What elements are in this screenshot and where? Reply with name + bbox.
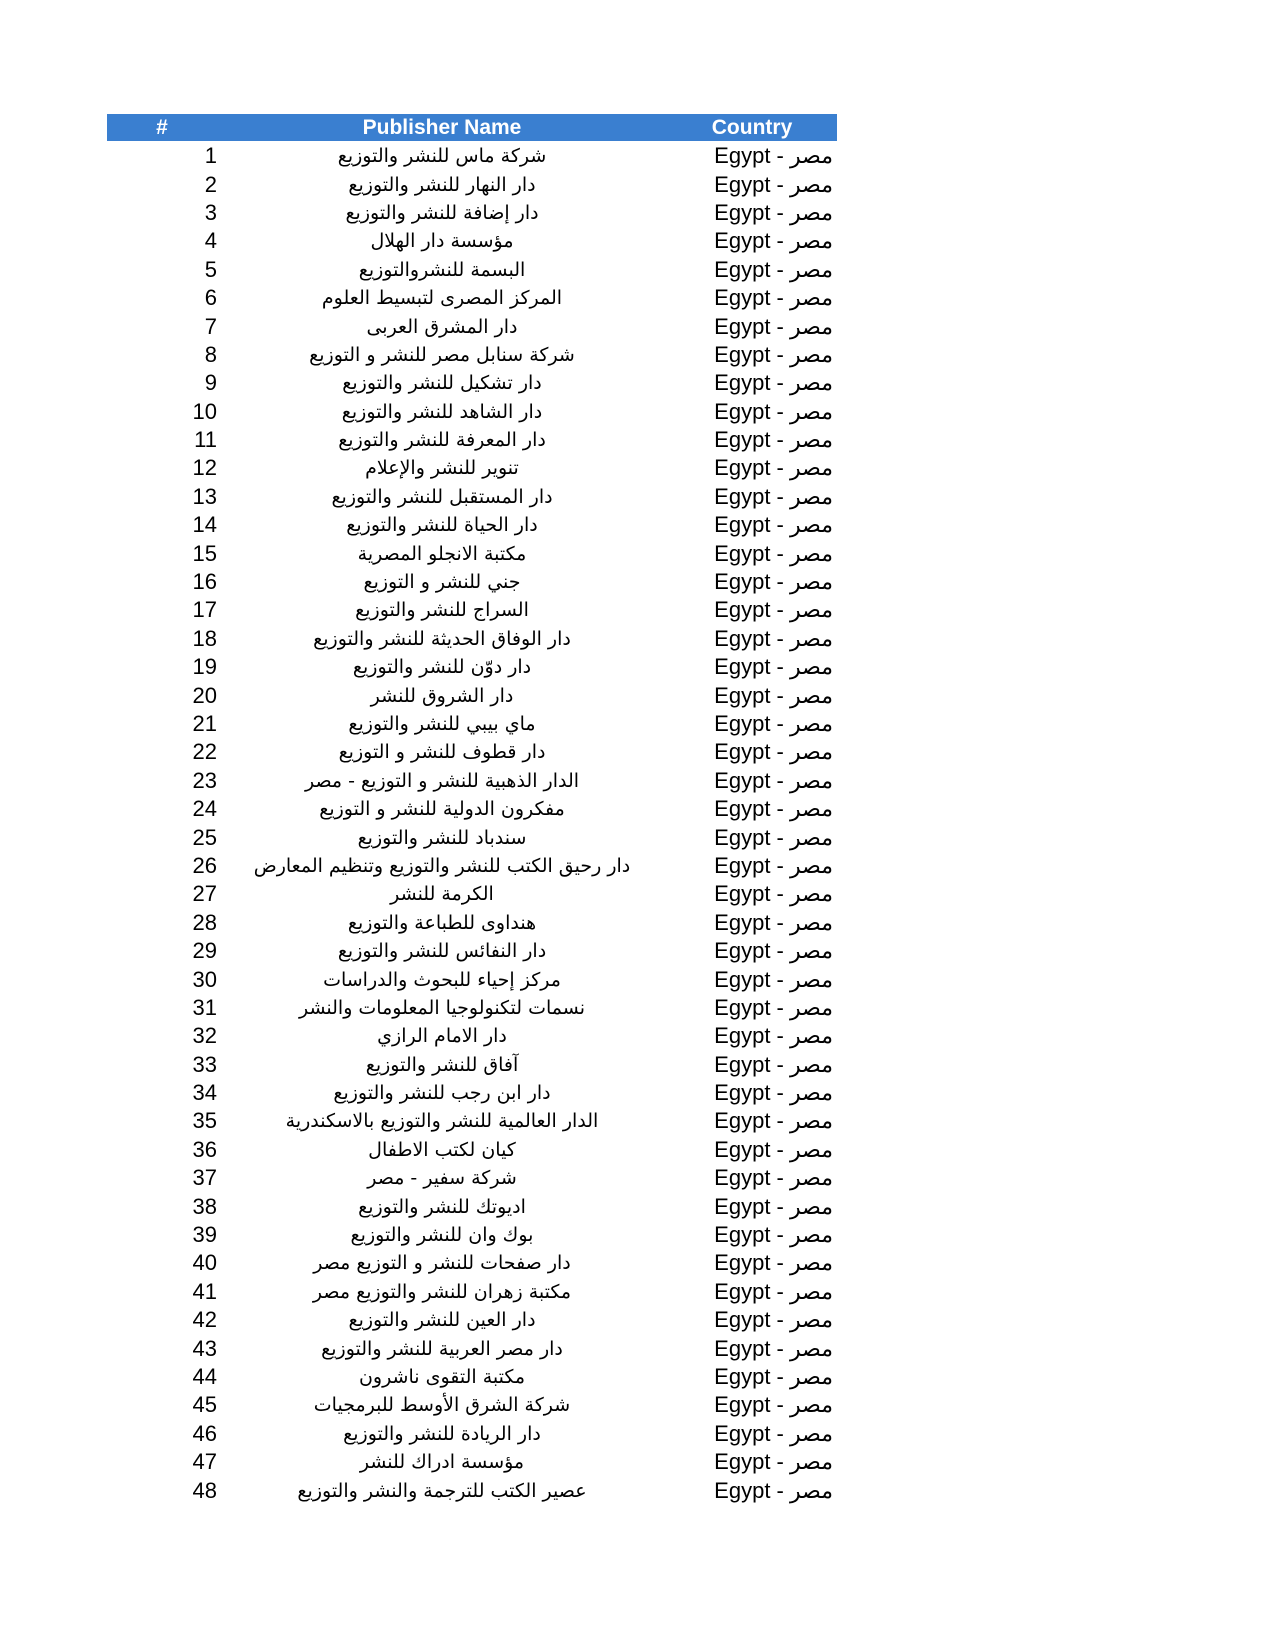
publisher-name: شركة الشرق الأوسط للبرمجيات [313,1394,571,1417]
country-cell: Egypt - مصر [714,654,833,680]
country-cell: Egypt - مصر [714,597,833,623]
row-number: 46 [192,1420,217,1446]
country-cell: Egypt - مصر [714,994,833,1020]
table-row [107,454,837,482]
country-cell: Egypt - مصر [714,1363,833,1389]
table-row [107,483,837,511]
publisher-name: مؤسسة ادراك للنشر [359,1451,525,1474]
row-number: 27 [192,881,217,907]
publisher-name: دار المستقبل للنشر والتوزيع [331,485,553,508]
row-number: 38 [192,1193,217,1219]
country-cell: Egypt - مصر [714,1023,833,1049]
table-row [107,1448,837,1476]
row-number: 31 [192,994,217,1020]
table-row [107,852,837,880]
country-cell: Egypt - مصر [714,228,833,254]
country-cell: Egypt - مصر [714,1250,833,1276]
publisher-name: دار الشروق للنشر [370,684,514,707]
row-number: 3 [204,199,217,225]
row-number: 34 [192,1080,217,1106]
row-number: 47 [192,1449,217,1475]
country-cell: Egypt - مصر [714,767,833,793]
country-cell: Egypt - مصر [714,1420,833,1446]
table-row [107,1249,837,1277]
table-row [107,227,837,255]
row-number: 48 [192,1477,217,1503]
row-number: 43 [192,1335,217,1361]
publisher-name: شركة سنابل مصر للنشر و التوزيع [309,343,575,366]
country-cell: Egypt - مصر [714,143,833,169]
table-row [107,1107,837,1135]
table-row [107,596,837,624]
row-number: 24 [192,796,217,822]
country-cell: Egypt - مصر [714,966,833,992]
table-row [107,1420,837,1448]
row-number: 20 [192,682,217,708]
country-cell: Egypt - مصر [714,852,833,878]
country-cell: Egypt - مصر [714,1392,833,1418]
table-row [107,1221,837,1249]
publisher-name: دار الحياة للنشر والتوزيع [346,514,538,537]
table-row [107,199,837,227]
row-number: 28 [192,909,217,935]
row-number: 10 [192,398,217,424]
table-row [107,653,837,681]
table-row [107,1164,837,1192]
publisher-name: الكرمة للنشر [390,883,494,906]
row-number: 32 [192,1023,217,1049]
publisher-name: مكتبة التقوى ناشرون [358,1365,526,1388]
country-cell: Egypt - مصر [714,455,833,481]
country-cell: Egypt - مصر [714,483,833,509]
publisher-name: دار تشكيل للنشر والتوزيع [342,372,542,395]
table-row [107,823,837,851]
row-number: 23 [192,767,217,793]
table-row [107,256,837,284]
publisher-name: دار الريادة للنشر والتوزيع [343,1422,541,1445]
country-cell: Egypt - مصر [714,1335,833,1361]
publisher-name: بوك وان للنشر والتوزيع [350,1224,534,1247]
country-cell: Egypt - مصر [714,341,833,367]
publisher-name: نسمات لتكنولوجيا المعلومات والنشر [298,996,586,1019]
header-number: # [156,115,168,139]
table-row [107,994,837,1022]
publisher-name: دار المعرفة للنشر والتوزيع [338,429,546,452]
table-row [107,880,837,908]
row-number: 16 [192,569,217,595]
country-cell: Egypt - مصر [714,569,833,595]
row-number: 9 [204,370,217,396]
table-row [107,937,837,965]
publisher-name: دار النهار للنشر والتوزيع [348,173,536,196]
table-row [107,312,837,340]
row-number: 1 [204,143,217,169]
table-row [107,1363,837,1391]
row-number: 15 [192,540,217,566]
row-number: 7 [204,313,217,339]
publisher-name: دار النفائس للنشر والتوزيع [337,940,547,963]
publisher-table [107,114,837,1505]
publisher-name: دار مصر العربية للنشر والتوزيع [321,1337,563,1360]
table-row [107,1051,837,1079]
country-cell: Egypt - مصر [714,1136,833,1162]
publisher-name: مكتبة الانجلو المصرية [357,542,527,565]
publisher-name: دار الوفاق الحديثة للنشر والتوزيع [313,627,571,650]
publisher-name: جني للنشر و التوزيع [363,571,521,594]
country-cell: Egypt - مصر [714,739,833,765]
table-row [107,426,837,454]
publisher-name: عصير الكتب للترجمة والنشر والتوزيع [297,1479,587,1502]
publisher-name: شركة سفير - مصر [367,1167,517,1190]
country-cell: Egypt - مصر [714,1193,833,1219]
row-number: 29 [192,938,217,964]
table-row [107,1022,837,1050]
country-cell: Egypt - مصر [714,682,833,708]
row-number: 2 [204,171,217,197]
country-cell: Egypt - مصر [714,1108,833,1134]
table-row [107,568,837,596]
country-cell: Egypt - مصر [714,1222,833,1248]
publisher-name: دار المشرق العربى [366,315,518,338]
table-row [107,767,837,795]
country-cell: Egypt - مصر [714,285,833,311]
table-row [107,1136,837,1164]
table-row [107,539,837,567]
table-row [107,284,837,312]
publisher-name: ماي بيبي للنشر والتوزيع [348,713,536,735]
row-number: 44 [192,1363,217,1389]
row-number: 18 [192,625,217,651]
row-number: 40 [192,1250,217,1276]
country-cell: Egypt - مصر [714,171,833,197]
header-publisher-name: Publisher Name [362,115,522,139]
publisher-name: دار ابن رجب للنشر والتوزيع [333,1082,551,1105]
table-row [107,1391,837,1419]
table-row [107,369,837,397]
row-number: 21 [192,711,217,736]
publisher-name: الدار العالمية للنشر والتوزيع بالاسكندرية [285,1110,599,1133]
row-number: 25 [192,824,217,850]
table-row [107,170,837,198]
publisher-name: دار قطوف للنشر و التوزيع [338,741,546,764]
publisher-name: تنوير للنشر والإعلام [365,457,519,480]
publisher-name: المركز المصرى لتبسيط العلوم [321,287,563,310]
table-row [107,1334,837,1362]
publisher-name: مؤسسة دار الهلال [370,230,514,253]
row-number: 45 [192,1392,217,1418]
row-number: 6 [204,285,217,311]
publisher-name: كيان لكتب الاطفال [368,1138,516,1161]
table-row [107,398,837,426]
header-country: Country [711,115,793,139]
table-row [107,625,837,653]
country-cell: Egypt - مصر [714,796,833,822]
country-cell: Egypt - مصر [714,938,833,964]
country-cell: Egypt - مصر [714,1051,833,1077]
table-row [107,1306,837,1334]
table-row [107,909,837,937]
row-number: 30 [192,966,217,992]
publisher-name: دار صفحات للنشر و التوزيع مصر [313,1252,571,1275]
row-number: 8 [204,341,217,367]
country-cell: Egypt - مصر [714,427,833,453]
table-row [107,1476,837,1504]
country-cell: Egypt - مصر [714,625,833,651]
publisher-name: دار إضافة للنشر والتوزيع [345,201,539,224]
publisher-name: دار دوّن للنشر والتوزيع [352,656,532,679]
publisher-name: هنداوى للطباعة والتوزيع [347,911,537,934]
country-cell: Egypt - مصر [714,313,833,339]
row-number: 42 [192,1307,217,1333]
table-row [107,738,837,766]
publisher-name: شركة ماس للنشر والتوزيع [337,145,547,168]
table-row [107,1278,837,1306]
row-number: 37 [192,1165,217,1191]
row-number: 36 [192,1136,217,1162]
country-cell: Egypt - مصر [714,256,833,282]
row-number: 12 [192,455,217,481]
country-cell: Egypt - مصر [714,199,833,225]
table-row [107,142,837,170]
country-cell: Egypt - مصر [714,512,833,538]
table-row [107,1192,837,1220]
row-number: 22 [192,739,217,765]
row-number: 19 [192,654,217,680]
row-number: 39 [192,1222,217,1248]
row-number: 33 [192,1051,217,1077]
publisher-name: دار الامام الرازي [377,1025,507,1048]
country-cell: Egypt - مصر [714,881,833,907]
country-cell: Egypt - مصر [714,909,833,935]
table-row [107,1079,837,1107]
row-number: 14 [192,512,217,538]
table-row [107,511,837,539]
table-body [107,142,837,1505]
country-cell: Egypt - مصر [714,540,833,566]
publisher-name: مفكرون الدولية للنشر و التوزيع [319,798,565,821]
publisher-name: مركز إحياء للبحوث والدراسات [323,968,561,991]
table-row [107,795,837,823]
table-row [107,965,837,993]
country-cell: Egypt - مصر [714,1307,833,1333]
publisher-name: البسمة للنشروالتوزيع [358,258,526,281]
table-header [107,114,837,141]
country-cell: Egypt - مصر [714,1165,833,1191]
table-row [107,681,837,709]
table-row [107,341,837,369]
publisher-name: آفاق للنشر والتوزيع [365,1053,519,1076]
row-number: 41 [192,1278,217,1304]
publisher-name: دار العين للنشر والتوزيع [348,1309,536,1332]
country-cell: Egypt - مصر [714,1080,833,1106]
row-number: 4 [204,228,217,254]
publisher-name: السراج للنشر والتوزيع [355,599,529,622]
country-cell: Egypt - مصر [714,1449,833,1475]
publisher-name: اديوتك للنشر والتوزيع [358,1195,526,1218]
publisher-name: مكتبة زهران للنشر والتوزيع مصر [312,1280,572,1303]
country-cell: Egypt - مصر [714,398,833,424]
row-number: 17 [192,597,217,623]
publisher-name: دار رحيق الكتب للنشر والتوزيع وتنظيم المعارض [253,854,631,877]
publisher-name: دار الشاهد للنشر والتوزيع [341,400,543,423]
row-number: 11 [194,427,217,453]
row-number: 26 [192,852,217,878]
country-cell: Egypt - مصر [714,824,833,850]
country-cell: Egypt - مصر [714,1477,833,1503]
publisher-name: الدار الذهبية للنشر و التوزيع - مصر [304,769,580,792]
row-number: 35 [192,1108,217,1134]
country-cell: Egypt - مصر [714,1278,833,1304]
country-cell: Egypt - مصر [714,370,833,396]
table-row [107,710,837,738]
publisher-name: سندباد للنشر والتوزيع [357,826,527,849]
country-cell: Egypt - مصر [714,711,833,736]
row-number: 5 [204,256,217,282]
row-number: 13 [192,483,217,509]
